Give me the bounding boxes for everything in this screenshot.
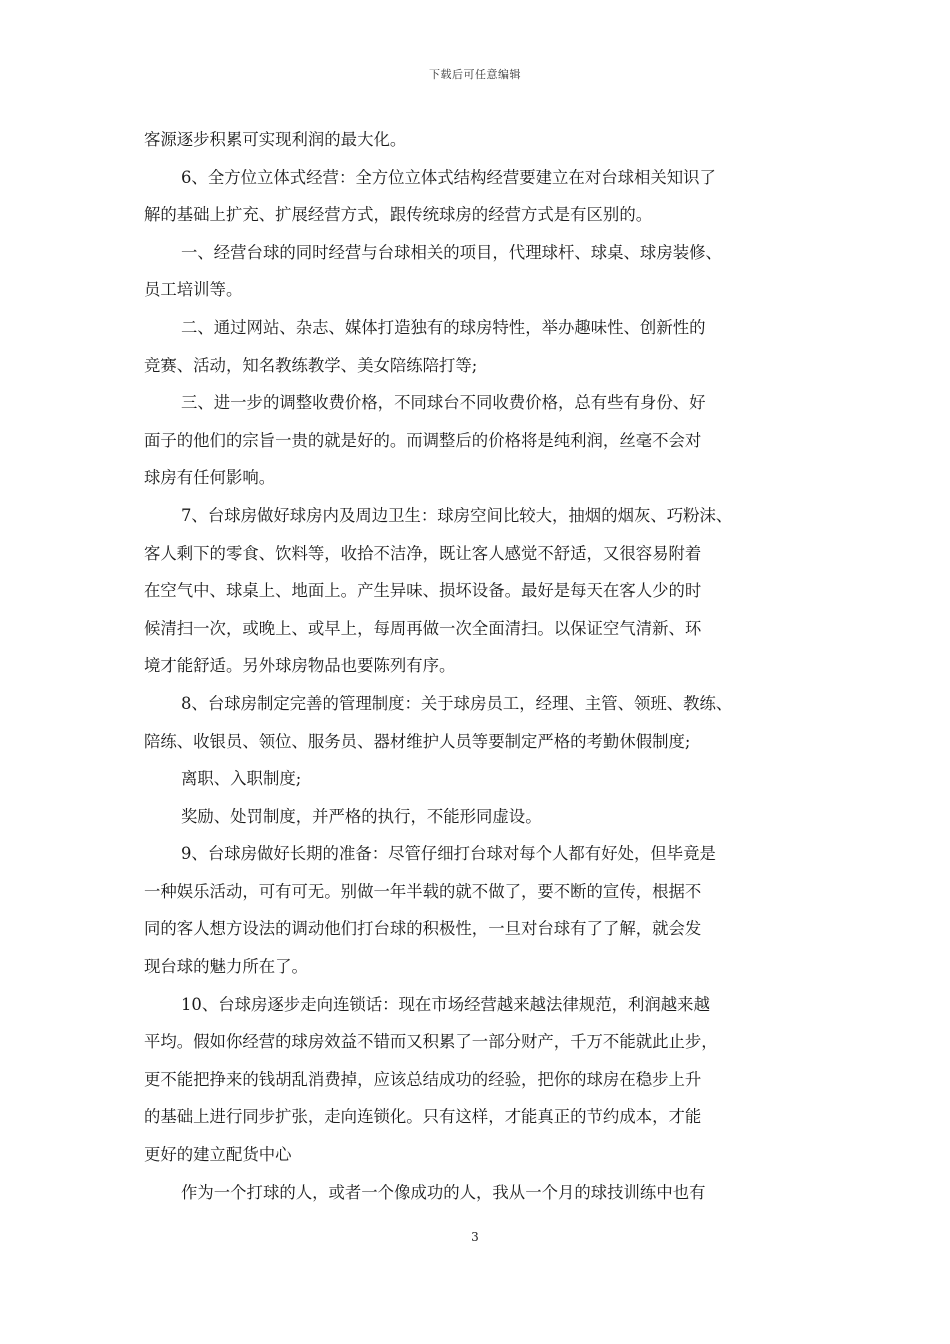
- text-line: 境才能舒适。另外球房物品也要陈列有序。: [144, 656, 456, 676]
- text-line: 陪练、收银员、领位、服务员、器材维护人员等要制定严格的考勤休假制度;: [144, 731, 691, 751]
- text-line: 同的客人想方设法的调动他们打台球的积极性，一旦对台球有了了解，就会发: [144, 919, 702, 939]
- text-line: 更不能把挣来的钱胡乱消费掉，应该总结成功的经验，把你的球房在稳步上升: [144, 1069, 702, 1089]
- text-line: 平均。假如你经营的球房效益不错而又积累了一部分财产，千万不能就此止步，: [144, 1032, 718, 1052]
- text-line: 三、进一步的调整收费价格，不同球台不同收费价格，总有些有身份、好: [181, 393, 706, 413]
- page-number: 3: [471, 1230, 479, 1244]
- text-line: 的基础上进行同步扩张，走向连锁化。只有这样，才能真正的节约成本，才能: [144, 1107, 702, 1127]
- text-line: 球房有任何影响。: [144, 468, 276, 488]
- body-text: [144, 121, 830, 1211]
- text-line: 客人剩下的零食、饮料等，收拾不洁净，既让客人感觉不舒适，又很容易附着: [144, 543, 702, 563]
- text-line: 6、全方位立体式经营：全方位立体式结构经营要建立在对台球相关知识了: [181, 167, 716, 187]
- text-line: 7、台球房做好球房内及周边卫生：球房空间比较大，抽烟的烟灰、巧粉沫、: [181, 505, 733, 525]
- text-line: 更好的建立配货中心: [144, 1145, 292, 1165]
- text-line: 9、台球房做好长期的准备：尽管仔细打台球对每个人都有好处，但毕竟是: [181, 844, 716, 864]
- text-line: 奖励、处罚制度，并严格的执行，不能形同虚设。: [181, 806, 542, 826]
- text-line: 竞赛、活动，知名教练教学、美女陪练陪打等;: [144, 355, 478, 375]
- text-line: 候清扫一次，或晚上、或早上，每周再做一次全面清扫。以保证空气清新、环: [144, 618, 702, 638]
- text-line: 一种娱乐活动，可有可无。别做一年半载的就不做了，要不断的宣传，根据不: [144, 881, 702, 901]
- text-line: 一、经营台球的同时经营与台球相关的项目，代理球杆、球桌、球房装修、: [181, 242, 722, 262]
- text-line: 现台球的魅力所在了。: [144, 957, 308, 977]
- text-line: 面子的他们的宗旨一贵的就是好的。而调整后的价格将是纯利润，丝毫不会对: [144, 430, 702, 450]
- page-header: 下载后可任意编辑: [429, 68, 521, 81]
- text-line: 在空气中、球桌上、地面上。产生异味、损坏设备。最好是每天在客人少的时: [144, 581, 702, 601]
- text-line: 离职、入职制度;: [181, 769, 302, 789]
- text-line: 解的基础上扩充、扩展经营方式，跟传统球房的经营方式是有区别的。: [144, 205, 653, 225]
- text-line: 8、台球房制定完善的管理制度：关于球房员工，经理、主管、领班、教练、: [181, 693, 733, 713]
- text-line: 10、台球房逐步走向连锁话：现在市场经营越来越法律规范，利润越来越: [181, 994, 710, 1014]
- text-line: 二、通过网站、杂志、媒体打造独有的球房特性，举办趣味性、创新性的: [181, 317, 706, 337]
- text-line: 客源逐步积累可实现利润的最大化。: [144, 130, 407, 149]
- text-line: 作为一个打球的人，或者一个像成功的人，我从一个月的球技训练中也有: [181, 1182, 706, 1202]
- text-line: 员工培训等。: [144, 280, 243, 300]
